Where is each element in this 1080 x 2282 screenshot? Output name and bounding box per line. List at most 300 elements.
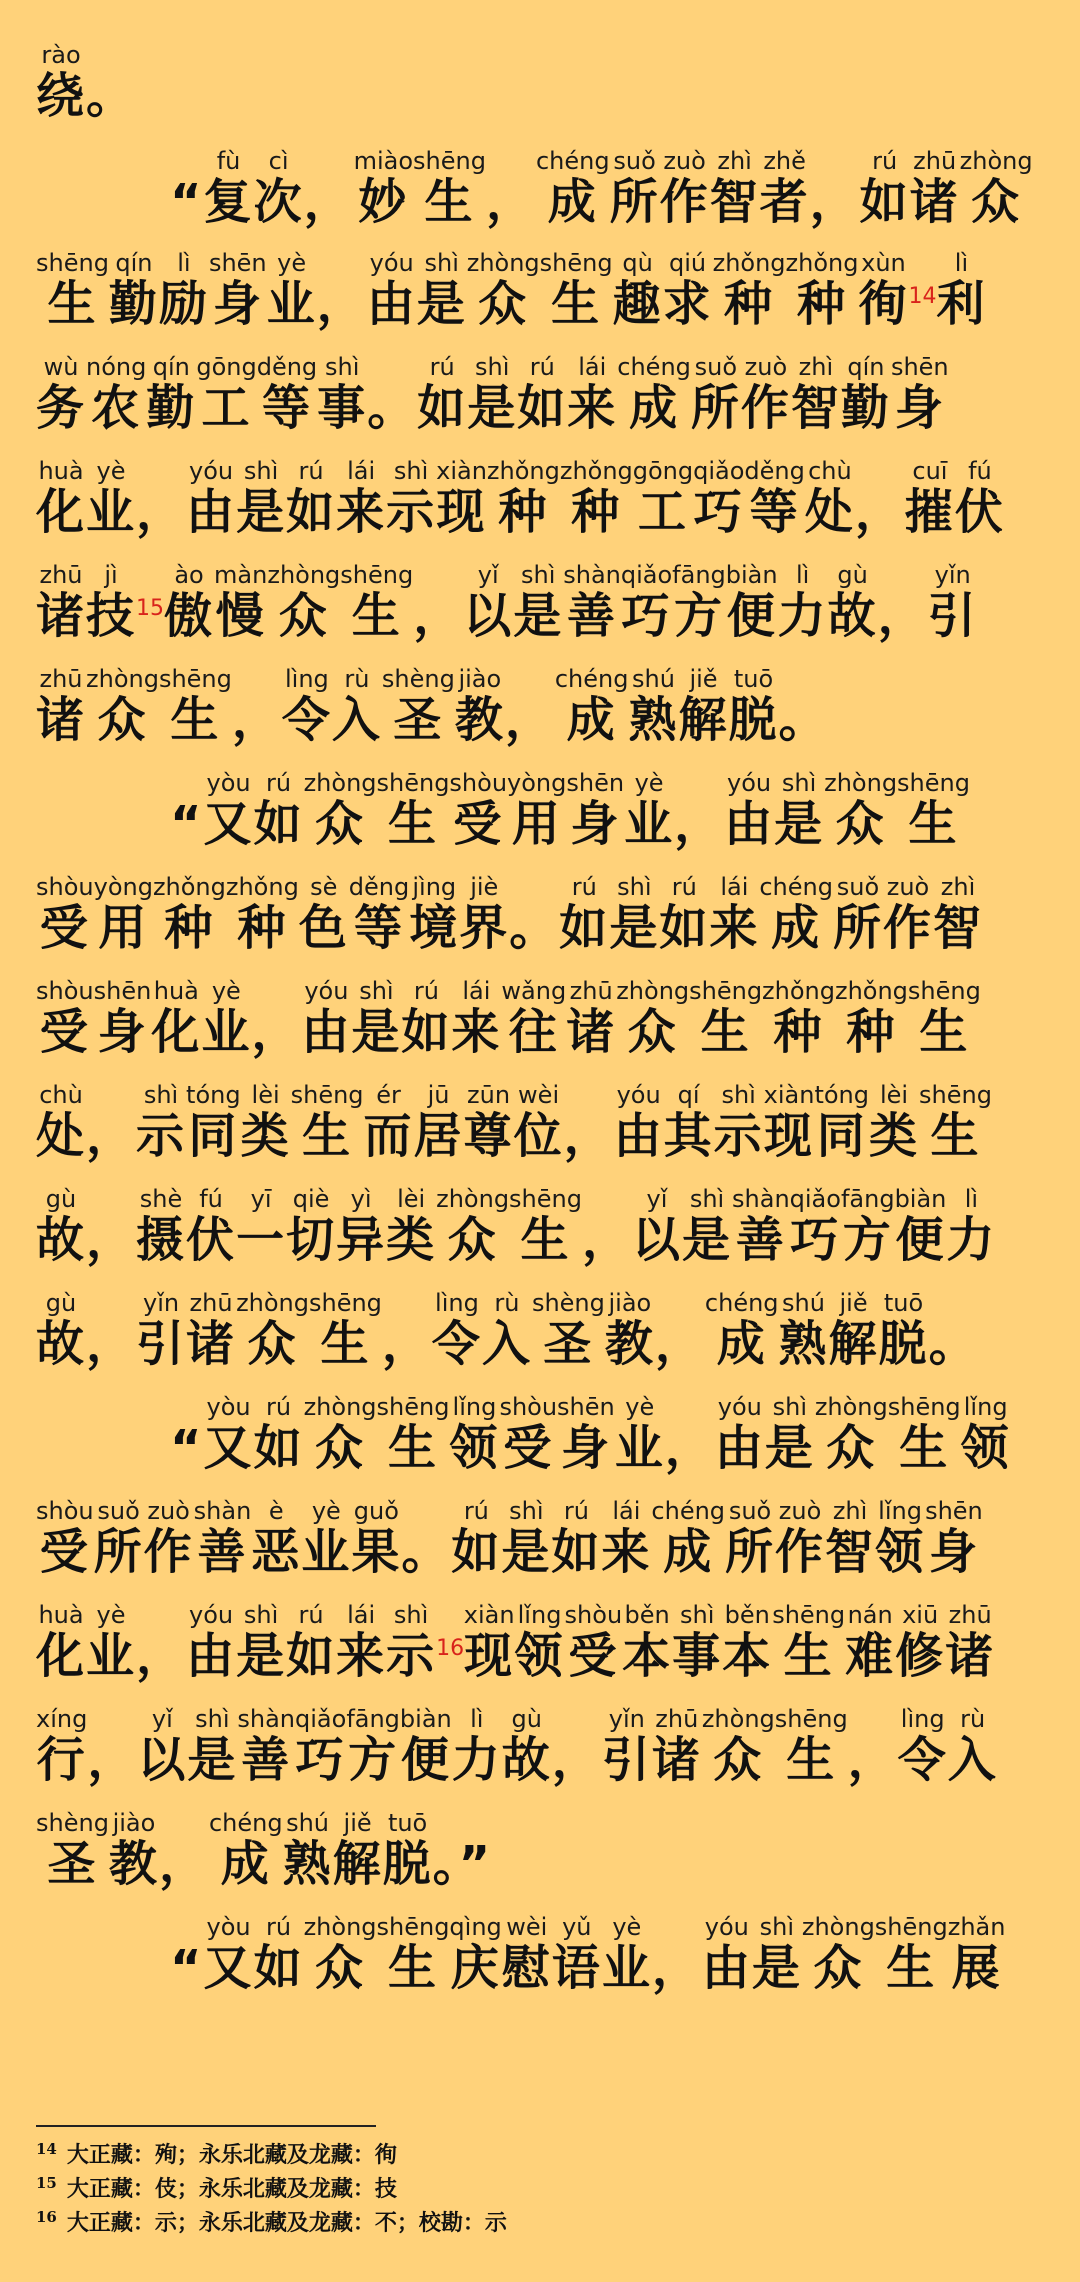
hanzi: 等	[256, 380, 318, 436]
hanzi: ，	[504, 692, 555, 748]
pinyin: biàn	[725, 561, 778, 589]
hanzi: 众	[267, 588, 341, 644]
ruby-char	[834, 977, 908, 1060]
hanzi: 受	[449, 796, 508, 852]
ruby-char	[467, 353, 518, 436]
ruby-char	[36, 353, 87, 436]
ruby-char	[36, 1185, 87, 1268]
hanzi: 圣	[381, 692, 455, 748]
hanzi: 令	[281, 692, 332, 748]
pinyin: yè	[266, 249, 317, 277]
pinyin: tóng	[814, 1081, 869, 1109]
pinyin: yòu	[203, 1393, 254, 1421]
hanzi: 作	[882, 900, 933, 956]
hanzi: 身	[208, 276, 267, 332]
hanzi: 以	[631, 1212, 682, 1268]
ruby-char	[874, 1913, 948, 1996]
pinyin: rú	[286, 457, 337, 485]
pinyin: yì	[336, 1185, 387, 1213]
ruby-char	[505, 692, 555, 748]
hanzi: 展	[947, 1940, 1006, 1996]
hanzi: 现	[436, 484, 487, 540]
pinyin: qiú	[662, 249, 713, 277]
hanzi: ，	[231, 692, 282, 748]
hanzi: 修	[895, 1628, 946, 1684]
hanzi: 作	[659, 174, 710, 230]
pinyin: yóu	[186, 1601, 237, 1629]
ruby-char	[909, 147, 960, 230]
pinyin: gù	[827, 561, 878, 589]
hanzi: 生	[376, 1940, 450, 1996]
hanzi: 生	[897, 796, 970, 852]
hanzi: 受	[36, 900, 94, 956]
ruby-char	[253, 769, 304, 852]
hanzi: 生	[36, 276, 109, 332]
footnote-ref: 15	[136, 596, 165, 621]
text-line	[36, 873, 1046, 956]
ruby-char	[301, 1497, 352, 1580]
pinyin: shàn	[732, 1185, 790, 1213]
hanzi: ，	[654, 1316, 705, 1372]
hanzi: 者	[759, 174, 810, 230]
pinyin: děng	[256, 353, 318, 381]
hanzi: 力	[451, 1732, 502, 1788]
ruby-char	[256, 353, 318, 436]
ruby-char	[613, 1081, 664, 1164]
ruby-char	[701, 1705, 775, 1788]
pinyin: rú	[659, 873, 710, 901]
text-line	[36, 1497, 1046, 1580]
pinyin: shēng	[158, 665, 232, 693]
pinyin: rù	[481, 1289, 532, 1317]
pinyin: sè	[298, 873, 349, 901]
hanzi: 生	[290, 1108, 364, 1164]
hanzi: 作	[775, 1524, 826, 1580]
hanzi: 所	[832, 900, 883, 956]
hanzi: 生	[774, 1732, 848, 1788]
pinyin: shòu	[499, 1393, 558, 1421]
pinyin: zhǒng	[559, 457, 633, 485]
ruby-char	[93, 873, 153, 956]
ruby-char	[709, 873, 760, 956]
pinyin: shēng	[376, 769, 450, 797]
ruby-char	[86, 1108, 136, 1164]
pinyin: shì	[774, 769, 825, 797]
hanzi: 种	[486, 484, 560, 540]
footnote-text: 大正藏：殉；永乐北藏及龙藏：徇	[66, 2142, 397, 2168]
pinyin: yī	[236, 1185, 287, 1213]
ruby-char	[303, 769, 377, 852]
ruby-char	[709, 147, 760, 230]
text-line	[36, 353, 1046, 436]
hanzi: 作	[740, 380, 791, 436]
hanzi: 成	[535, 174, 610, 230]
hanzi: 故	[501, 1732, 552, 1788]
pinyin: lèi	[240, 1081, 291, 1109]
ruby-char	[724, 769, 775, 852]
ruby-char	[713, 1081, 764, 1164]
hanzi: 是	[416, 276, 467, 332]
hanzi: 生	[413, 174, 486, 230]
ruby-char	[158, 249, 209, 332]
ruby-char	[336, 1185, 387, 1268]
pinyin: gù	[36, 1185, 87, 1213]
ruby-char	[466, 249, 540, 332]
pinyin: děng	[744, 457, 805, 485]
ruby-char	[304, 174, 354, 230]
pinyin: shì	[236, 457, 287, 485]
hanzi: 引	[136, 1316, 187, 1372]
pinyin: zhū	[36, 561, 86, 589]
hanzi: 来	[451, 1004, 502, 1060]
pinyin: màn	[214, 561, 268, 589]
pinyin: shēng	[874, 1913, 948, 1941]
ruby-char	[36, 1809, 109, 1892]
pinyin: yǐn	[601, 1705, 652, 1733]
ruby-char	[353, 147, 414, 230]
pinyin: jiào	[454, 665, 505, 693]
ruby-char	[551, 1913, 602, 1996]
hanzi: 妙	[353, 174, 414, 230]
hanzi: 方	[346, 1732, 400, 1788]
pinyin: shì	[136, 1081, 187, 1109]
hanzi: 解	[678, 692, 729, 748]
hanzi: 众	[824, 796, 898, 852]
ruby-char	[612, 249, 663, 332]
hanzi: 如	[551, 1524, 602, 1580]
pinyin: běn	[722, 1601, 773, 1629]
hanzi: 以	[463, 588, 514, 644]
ruby-char	[208, 249, 267, 332]
pinyin: zūn	[463, 1081, 514, 1109]
hanzi: ，	[674, 796, 725, 852]
hanzi: 由	[301, 1004, 352, 1060]
pinyin: yǐ	[631, 1185, 682, 1213]
hanzi: 智	[825, 1524, 876, 1580]
pinyin: lǐng	[514, 1601, 565, 1629]
pinyin: shēn	[208, 249, 267, 277]
pinyin: gōng	[196, 353, 257, 381]
pinyin: jiě	[828, 1289, 879, 1317]
ruby-char	[609, 147, 660, 230]
pinyin: shèng	[36, 1809, 109, 1837]
text-line	[36, 977, 1046, 1060]
hanzi: 事	[672, 1628, 723, 1684]
footnote-text: 大正藏：伎；永乐北藏及龙藏：技	[66, 2176, 397, 2202]
hanzi: ，	[86, 1212, 137, 1268]
pinyin: rú	[551, 1497, 602, 1525]
ruby-char	[628, 665, 679, 748]
text-line	[170, 1913, 1080, 1996]
ruby-char	[927, 561, 978, 644]
hanzi: 。”	[432, 1836, 493, 1892]
pinyin: shòu	[36, 977, 94, 1005]
hanzi: ，	[136, 1628, 187, 1684]
hanzi: ，	[413, 588, 464, 644]
pinyin: shì	[467, 353, 518, 381]
pinyin: xiàn	[463, 1601, 515, 1629]
ruby-char	[436, 1185, 510, 1268]
ruby-char	[86, 1316, 136, 1372]
ruby-char	[828, 1289, 879, 1372]
hanzi: 巧	[620, 588, 673, 644]
hanzi: 异	[336, 1212, 387, 1268]
hanzi: 业	[624, 796, 675, 852]
ruby-char	[417, 353, 468, 436]
pinyin: shēng	[509, 1185, 582, 1213]
ruby-char	[732, 1185, 790, 1268]
hanzi: ，	[485, 174, 536, 230]
ruby-char	[433, 1836, 493, 1892]
hanzi: 种	[152, 900, 226, 956]
hanzi: 众	[959, 174, 1033, 230]
hanzi: 化	[36, 484, 87, 540]
pinyin: wèi	[513, 1081, 564, 1109]
hanzi: 如	[517, 380, 568, 436]
ruby-char	[36, 249, 109, 332]
pinyin: chù	[804, 457, 855, 485]
ruby-char	[929, 1316, 979, 1372]
ruby-char	[136, 1289, 187, 1372]
pinyin: lái	[709, 873, 760, 901]
pinyin: zhě	[759, 147, 810, 175]
ruby-char	[146, 353, 197, 436]
text-line	[36, 1705, 1046, 1788]
ruby-char	[845, 1601, 896, 1684]
pinyin: rú	[286, 1601, 337, 1629]
hanzi: 一	[236, 1212, 287, 1268]
hanzi: 同	[814, 1108, 869, 1164]
hanzi: 诸	[945, 1628, 996, 1684]
hanzi: 便	[894, 1212, 947, 1268]
hanzi: 勤	[840, 380, 891, 436]
pinyin: wù	[36, 353, 86, 381]
pinyin: yóu	[701, 1913, 752, 1941]
ruby-char	[690, 353, 741, 436]
ruby-char	[170, 174, 204, 230]
ruby-char	[376, 1913, 450, 1996]
hanzi: 示	[386, 484, 437, 540]
ruby-char	[463, 1081, 514, 1164]
hanzi: 是	[609, 900, 660, 956]
pinyin: běn	[622, 1601, 673, 1629]
ruby-char	[367, 380, 417, 436]
pinyin: cuī	[904, 457, 955, 485]
hanzi: “	[170, 1420, 204, 1476]
hanzi: ，	[87, 1732, 138, 1788]
ruby-char	[236, 457, 287, 540]
hanzi: ，	[664, 1420, 715, 1476]
pinyin: shēn	[93, 977, 152, 1005]
ruby-char	[887, 1393, 961, 1476]
ruby-char	[336, 1601, 387, 1684]
text-line	[36, 1185, 1046, 1268]
hanzi: 业	[301, 1524, 352, 1580]
ruby-char	[413, 147, 486, 230]
hanzi: 。	[86, 68, 137, 124]
pinyin: fú	[954, 457, 1005, 485]
ruby-char	[947, 1705, 998, 1788]
hanzi: 是	[351, 1004, 402, 1060]
pinyin: shàn	[193, 1497, 252, 1525]
ruby-char	[232, 692, 282, 748]
ruby-char	[436, 457, 487, 540]
hanzi: 方	[672, 588, 726, 644]
ruby-char	[253, 147, 304, 230]
ruby-char	[551, 1497, 602, 1580]
text-line	[36, 665, 1046, 748]
hanzi: 善	[732, 1212, 790, 1268]
pinyin: yǔ	[551, 1913, 602, 1941]
pinyin: shì	[187, 1705, 238, 1733]
ruby-char	[196, 353, 257, 436]
hanzi: 如	[417, 380, 468, 436]
ruby-char	[674, 796, 724, 852]
pinyin: rú	[559, 873, 610, 901]
pinyin: zhū	[566, 977, 617, 1005]
ruby-char	[158, 665, 232, 748]
ruby-char	[170, 796, 204, 852]
hanzi: 务	[36, 380, 87, 436]
hanzi: 由	[724, 796, 775, 852]
hanzi: 由	[714, 1420, 765, 1476]
ruby-char	[566, 769, 625, 852]
pinyin: zuò	[775, 1497, 826, 1525]
ruby-char	[946, 1185, 997, 1268]
ruby-char	[945, 1601, 996, 1684]
ruby-char	[253, 1913, 304, 1996]
pinyin: shēn	[925, 1497, 983, 1525]
hanzi: 由	[701, 1940, 752, 1996]
hanzi: 所	[93, 1524, 144, 1580]
pinyin: zhòng	[436, 1185, 510, 1213]
hanzi: 勤	[146, 380, 197, 436]
ruby-char	[36, 665, 87, 748]
ruby-char	[413, 1081, 464, 1164]
ruby-char	[959, 147, 1033, 230]
hanzi: 由	[613, 1108, 664, 1164]
hanzi: ，	[809, 174, 860, 230]
ruby-char	[136, 1185, 187, 1268]
pinyin: yè	[614, 1393, 665, 1421]
hanzi: 受	[499, 1420, 558, 1476]
pinyin: gù	[36, 1289, 87, 1317]
ruby-char	[566, 977, 617, 1060]
hanzi: 色	[298, 900, 349, 956]
hanzi: 生	[308, 1316, 382, 1372]
ruby-char	[840, 1185, 895, 1268]
hanzi: 令	[431, 1316, 482, 1372]
hanzi: 诸	[566, 1004, 617, 1060]
hanzi: 成	[704, 1316, 779, 1372]
pinyin: cì	[253, 147, 304, 175]
ruby-char	[825, 1497, 876, 1580]
pinyin: gōng	[632, 457, 694, 485]
hanzi: 业	[201, 1004, 252, 1060]
hanzi: 慰	[501, 1940, 552, 1996]
ruby-char	[251, 1004, 301, 1060]
ruby-char	[251, 1497, 302, 1580]
ruby-char	[869, 1081, 920, 1164]
pinyin: suǒ	[93, 1497, 144, 1525]
hanzi: ，	[651, 1940, 702, 1996]
pinyin: shēng	[887, 1393, 961, 1421]
ruby-char	[775, 1497, 826, 1580]
pinyin: yóu	[366, 249, 417, 277]
ruby-char	[486, 174, 536, 230]
hanzi: 居	[413, 1108, 464, 1164]
ruby-char	[960, 1393, 1011, 1476]
footnote-14	[36, 2138, 397, 2169]
ruby-char	[663, 1081, 714, 1164]
ruby-char	[701, 1913, 752, 1996]
hanzi: 如	[859, 174, 910, 230]
hanzi: 诸	[186, 1316, 237, 1372]
pinyin: tuō	[382, 1809, 433, 1837]
pinyin: yè	[86, 457, 137, 485]
pinyin: shēng	[376, 1913, 450, 1941]
hanzi: 如	[286, 484, 337, 540]
ruby-char	[704, 1289, 779, 1372]
pinyin: zhòng	[86, 665, 159, 693]
ruby-char	[513, 561, 564, 644]
hanzi: ，	[877, 588, 928, 644]
pinyin: ào	[164, 561, 215, 589]
ruby-char	[672, 561, 726, 644]
pinyin: qù	[612, 249, 663, 277]
hanzi: 生	[689, 1004, 763, 1060]
ruby-char	[936, 249, 987, 332]
pinyin: qiǎo	[295, 1705, 347, 1733]
hanzi: 所	[690, 380, 741, 436]
pinyin: fāng	[346, 1705, 400, 1733]
hanzi: 同	[186, 1108, 241, 1164]
hanzi: 化	[36, 1628, 87, 1684]
hanzi: 善	[237, 1732, 296, 1788]
hanzi: 巧	[693, 484, 745, 540]
pinyin: zhòng	[801, 1913, 875, 1941]
ruby-char	[203, 769, 254, 852]
ruby-char	[151, 977, 202, 1060]
hanzi: 身	[890, 380, 949, 436]
hanzi: 令	[897, 1732, 948, 1788]
pinyin: nóng	[86, 353, 147, 381]
pinyin: lǐng	[960, 1393, 1011, 1421]
ruby-char	[832, 873, 883, 956]
hanzi: 领	[514, 1628, 565, 1684]
hanzi: 等	[348, 900, 410, 956]
hanzi: 用	[93, 900, 153, 956]
hanzi: 种	[225, 900, 299, 956]
ruby-char	[186, 457, 237, 540]
pinyin: jiě	[332, 1809, 383, 1837]
hanzi: 来	[336, 1628, 387, 1684]
ruby-char	[267, 561, 341, 644]
pinyin: yè	[624, 769, 675, 797]
pinyin: zhǒng	[762, 977, 835, 1005]
ruby-char	[281, 665, 332, 748]
ruby-char	[159, 1836, 209, 1892]
ruby-char	[36, 457, 87, 540]
pinyin: zhū	[651, 1705, 702, 1733]
pinyin: děng	[348, 873, 410, 901]
hanzi: 力	[946, 1212, 997, 1268]
ruby-char	[624, 769, 675, 852]
ruby-char	[303, 1393, 377, 1476]
pinyin: yòng	[93, 873, 153, 901]
ruby-char	[712, 249, 786, 332]
pinyin: zhì	[709, 147, 760, 175]
